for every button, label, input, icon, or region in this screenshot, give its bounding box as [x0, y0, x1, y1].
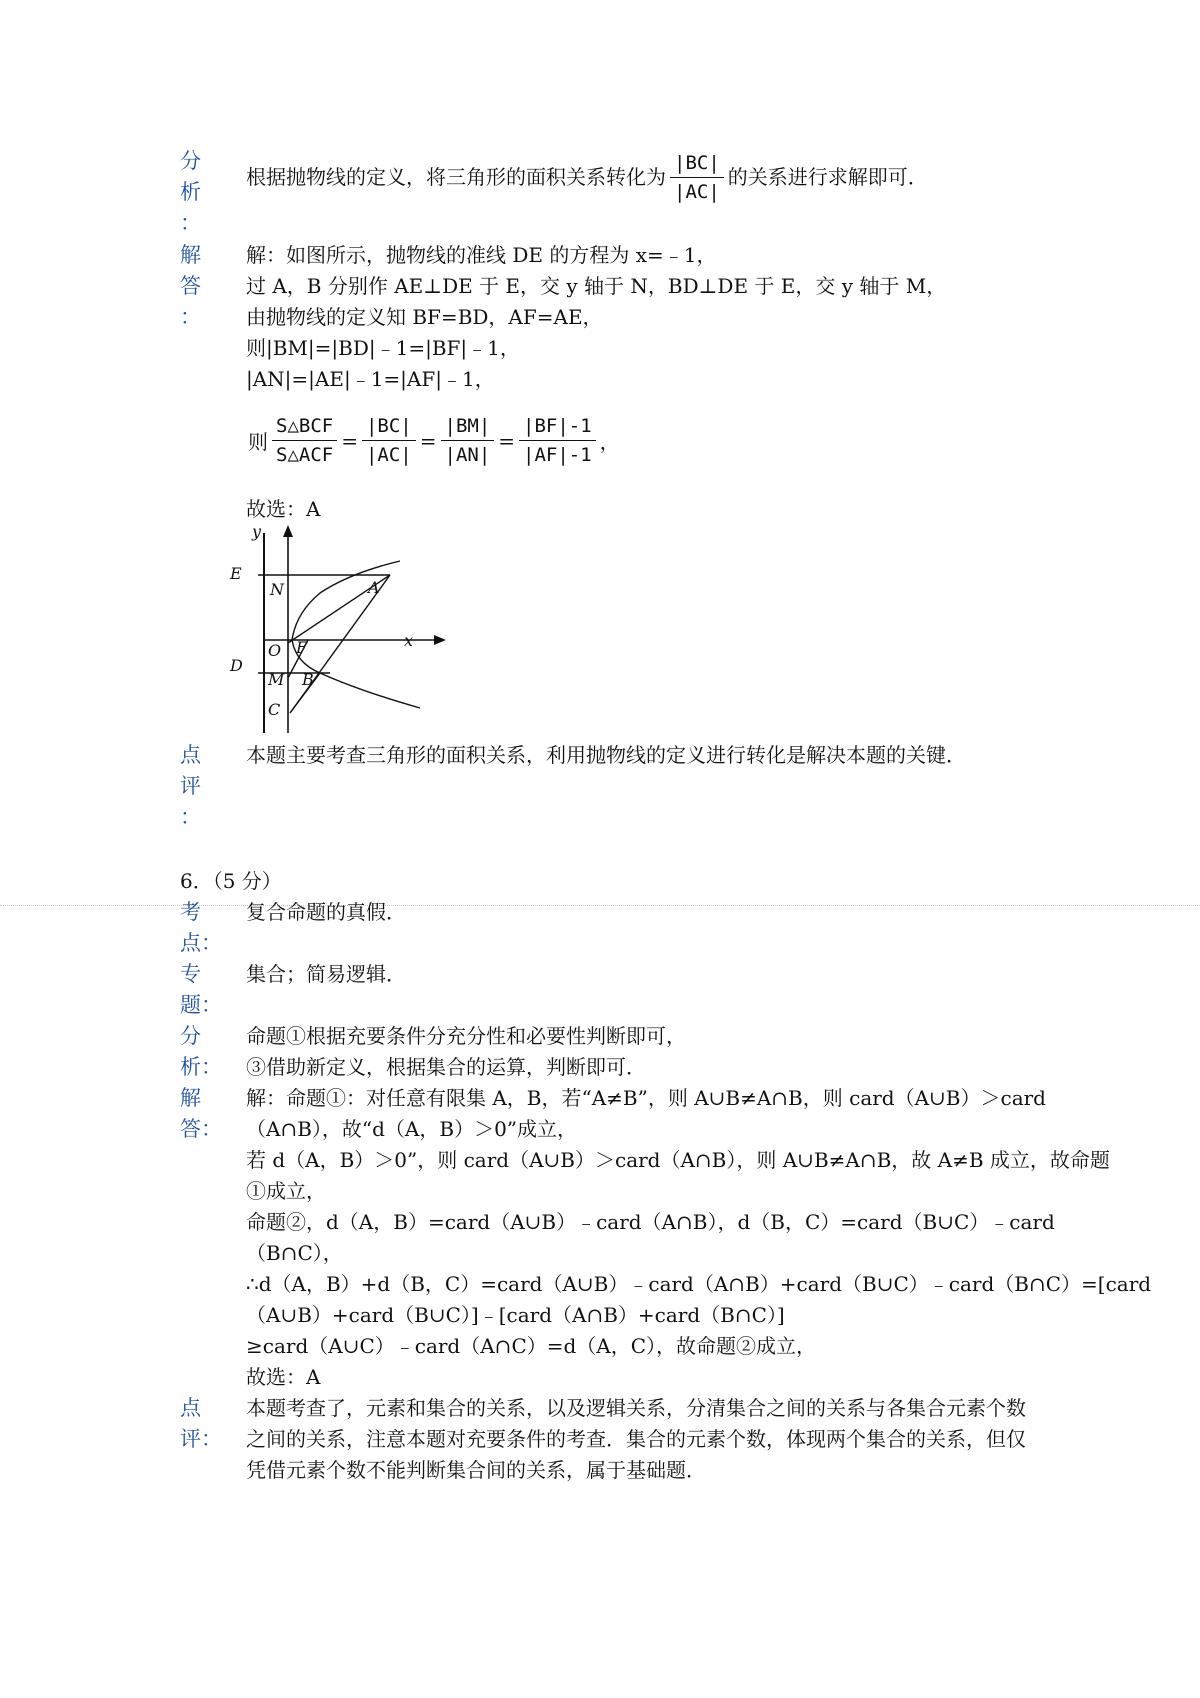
equation-fraction-2: [362, 414, 416, 467]
solution-line: 解：命题①：对任意有限集 A，B，若“A≠B”，则 A∪B≠A∩B，则 card（A∪B）＞card: [246, 1086, 1046, 1110]
comment-line: 本题考查了，元素和集合的关系，以及逻辑关系，分清集合之间的关系与各集合元素个数: [246, 1396, 1026, 1420]
solution-line: 命题②，d（A，B）=card（A∪B）﹣card（A∩B），d（B，C）=card（B∪C）﹣card: [246, 1210, 1055, 1234]
solution-line: 则|BM|=|BD|﹣1=|BF|﹣1，: [246, 336, 520, 360]
fraction-denominator: S△ACF: [276, 444, 334, 466]
comment-text: 本题主要考查三角形的面积关系，利用抛物线的定义进行转化是解决本题的关键．: [246, 743, 966, 767]
comment-label-char-2: 评：: [180, 1427, 222, 1451]
label-m: M: [268, 670, 285, 689]
fraction-denominator: |AN|: [444, 444, 491, 466]
comment-label-colon: ：: [180, 805, 201, 829]
solution-label-char-1: 解: [180, 243, 201, 267]
solution-label-char-2: 答: [180, 274, 201, 298]
analysis-label-char-1: 分: [180, 1024, 201, 1048]
kaodian-text: 复合命题的真假．: [246, 900, 406, 924]
equals-sign: =: [419, 428, 437, 453]
equation-suffix: ，: [599, 430, 620, 454]
comment-label-char-1: 点: [180, 743, 201, 767]
analysis-line: ③借助新定义，根据集合的运算，判断即可．: [246, 1055, 646, 1079]
solution-line: ∴d（A，B）+d（B，C）=card（A∪B）﹣card（A∩B）+card（B∪C）﹣card（B∩C）=[card: [246, 1272, 1152, 1296]
solution-line: ①成立，: [246, 1179, 326, 1203]
solution-line: 若 d（A，B）＞0”，则 card（A∪B）＞card（A∩B），则 A∪B≠A∩B，故 A≠B 成立，故命题: [246, 1148, 1110, 1172]
analysis-line: 命题①根据充要条件分充分性和必要性判断即可，: [246, 1024, 686, 1048]
equation-fraction-1: [272, 414, 337, 467]
analysis-label-char-1: 分: [180, 149, 201, 173]
analysis-label-char-2: 析：: [180, 1055, 222, 1079]
label-o: O: [268, 641, 282, 660]
equation-fraction-3: [441, 414, 495, 467]
analysis-label-colon: ：: [180, 211, 201, 235]
zhuanti-text: 集合；简易逻辑．: [246, 962, 406, 986]
solution-line: （B∩C），: [246, 1241, 343, 1265]
equation-prefix: 则: [248, 430, 268, 454]
fraction-numerator: |BF|-1: [519, 414, 596, 441]
answer-line: 故选：A: [246, 497, 321, 521]
comment-label-char-2: 评: [180, 774, 201, 798]
fraction-denominator: |AC|: [365, 444, 412, 466]
solution-line: 由抛物线的定义知 BF=BD，AF=AE，: [246, 305, 603, 329]
label-f: F: [296, 638, 308, 657]
comment-label-char-1: 点: [180, 1396, 201, 1420]
analysis-label-char-2: 析: [180, 180, 201, 204]
solution-label-char-1: 解: [180, 1086, 201, 1110]
label-b: B: [302, 670, 314, 689]
analysis-text-after: 的关系进行求解即可．: [727, 165, 928, 189]
solution-line: 故选：A: [246, 1365, 321, 1389]
analysis-fraction-numerator: |BC|: [670, 151, 724, 178]
label-y: y: [252, 522, 262, 541]
equals-sign: =: [498, 428, 516, 453]
solution-label-char-2: 答：: [180, 1117, 222, 1141]
comment-line: 凭借元素个数不能判断集合间的关系，属于基础题．: [246, 1458, 706, 1482]
area-ratio-equation: [248, 414, 620, 467]
zhuanti-label-char-1: 专: [180, 962, 201, 986]
label-e: E: [230, 564, 242, 583]
kaodian-label-char-1: 考: [180, 900, 201, 924]
solution-line: （A∩B），故“d（A，B）＞0”成立，: [246, 1117, 578, 1141]
fraction-numerator: |BM|: [441, 414, 495, 441]
solution-label-colon: ：: [180, 305, 201, 329]
solution-line: （A∪B）+card（B∪C）]﹣[card（A∩B）+card（B∩C）]: [246, 1303, 785, 1327]
analysis-text-before: 根据抛物线的定义，将三角形的面积关系转化为: [246, 165, 666, 189]
label-a: A: [368, 578, 380, 597]
analysis-fraction-denominator: |AC|: [674, 181, 720, 203]
label-c: C: [268, 700, 281, 719]
label-d: D: [230, 656, 243, 675]
label-x: x: [404, 631, 414, 650]
equation-fraction-4: [519, 414, 596, 467]
zhuanti-label-char-2: 题：: [180, 993, 222, 1017]
comment-line: 之间的关系，注意本题对充要条件的考查．集合的元素个数，体现两个集合的关系，但仅: [246, 1427, 1026, 1451]
solution-line: ≥card（A∪C）﹣card（A∩C）=d（A，C），故命题②成立，: [246, 1334, 817, 1358]
parabola-diagram: [230, 522, 450, 738]
question-6-header: 6．（5 分）: [180, 869, 282, 893]
fraction-numerator: |BC|: [362, 414, 416, 441]
label-n: N: [270, 580, 284, 599]
solution-line: |AN|=|AE|﹣1=|AF|﹣1，: [246, 367, 495, 391]
kaodian-label-char-2: 点：: [180, 931, 222, 955]
fraction-denominator: |AF|-1: [523, 444, 592, 466]
x-axis-arrow: [434, 635, 446, 645]
y-axis-arrow: [283, 525, 293, 537]
solution-line: 解：如图所示，抛物线的准线 DE 的方程为 x=﹣1，: [246, 243, 717, 267]
fraction-numerator: S△BCF: [272, 414, 337, 441]
analysis-fraction: [670, 151, 724, 204]
analysis-text: [246, 151, 928, 204]
equals-sign: =: [341, 428, 358, 453]
solution-line: 过 A，B 分别作 AE⊥DE 于 E，交 y 轴于 N，BD⊥DE 于 E，交 y 轴于 M，: [246, 274, 947, 298]
